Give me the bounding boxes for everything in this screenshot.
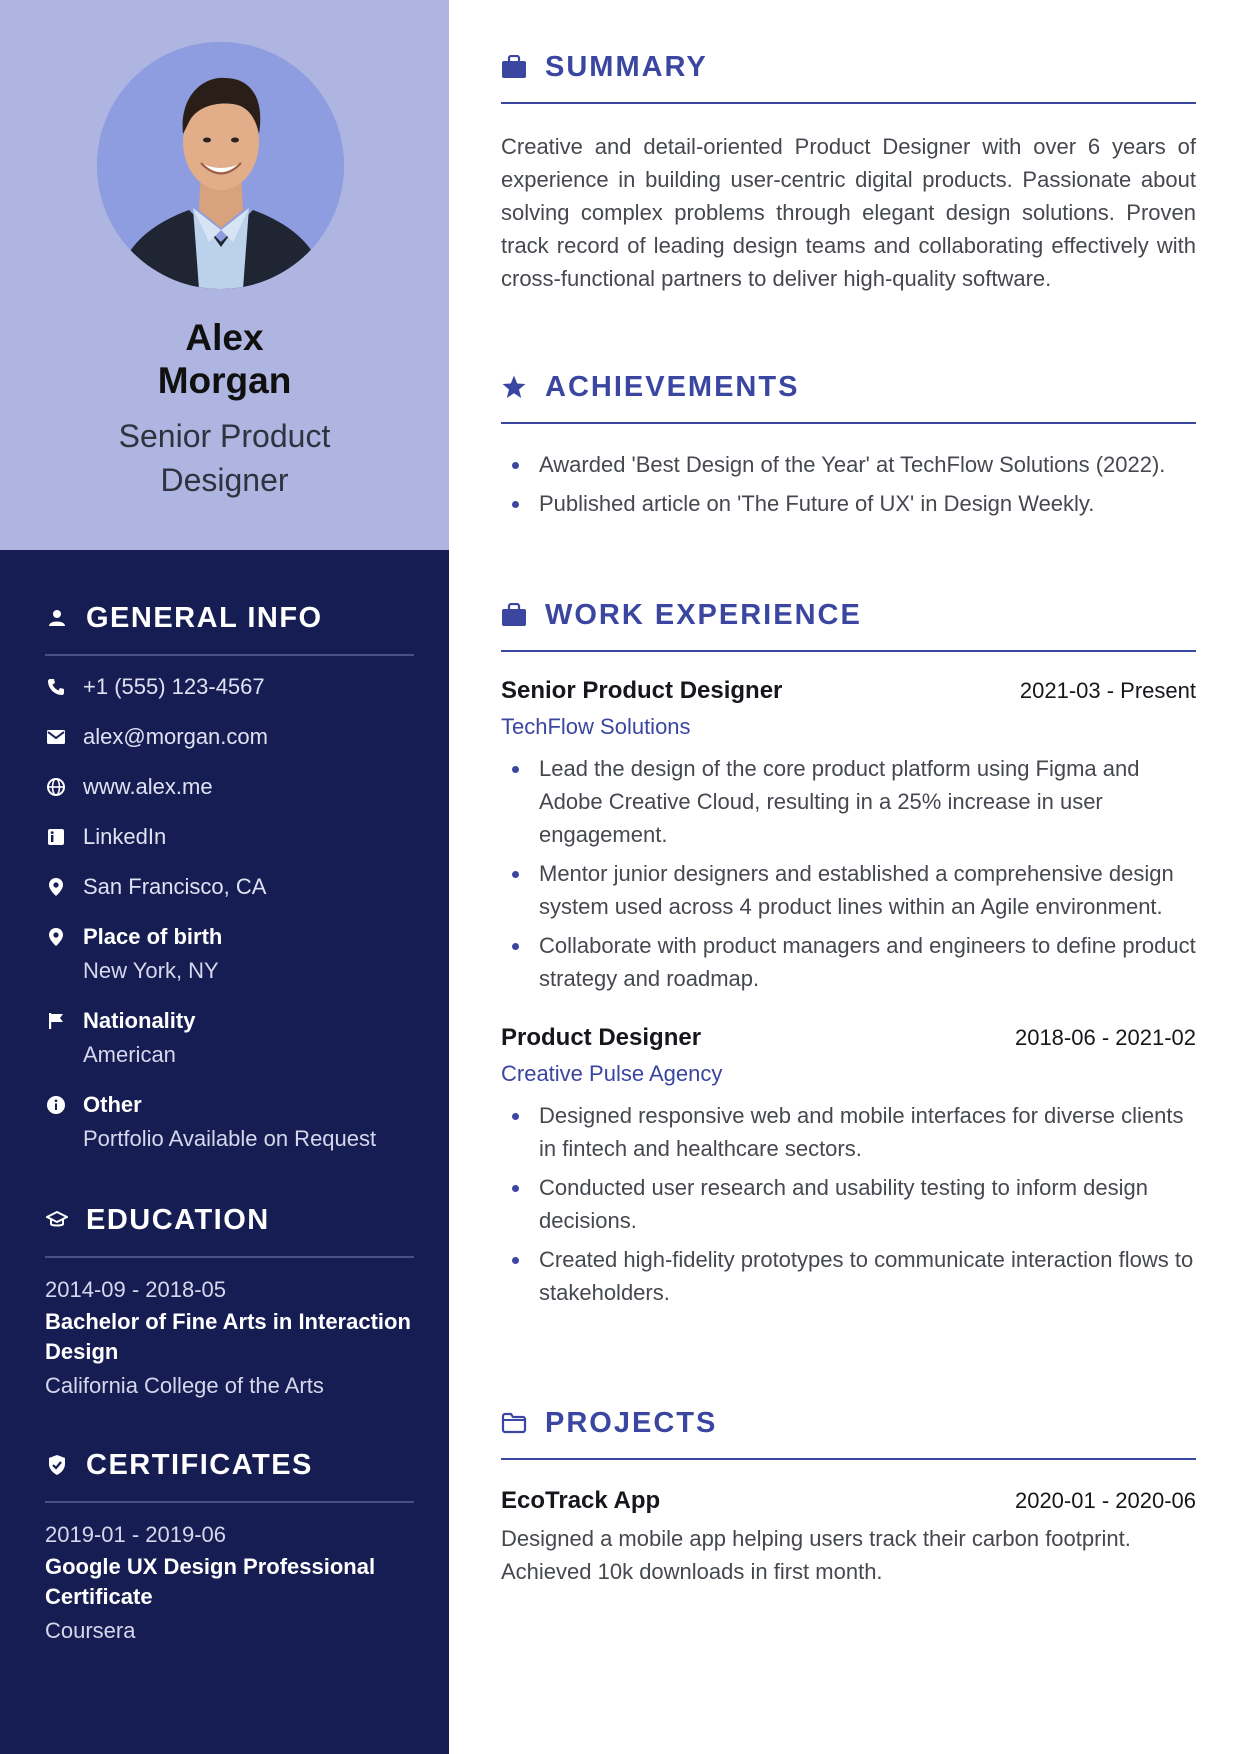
first-name: Alex xyxy=(185,317,264,358)
achievements-heading: ACHIEVEMENTS xyxy=(545,370,800,403)
last-name: Morgan xyxy=(157,360,292,401)
company-name: Creative Pulse Agency xyxy=(501,1061,723,1086)
projects-heading: PROJECTS xyxy=(545,1406,718,1439)
education-dates: 2014-09 - 2018-05 xyxy=(45,1277,227,1302)
certificate-entry xyxy=(45,1520,420,1646)
experience-section xyxy=(501,595,1196,1315)
contact-email xyxy=(45,722,414,752)
bullet-text: Mentor junior designers and established a comprehensive design system used across 4 product lines within an Agile environment. xyxy=(539,861,1174,919)
summary-section xyxy=(501,47,1196,295)
job-role: Senior Product Designer xyxy=(118,418,331,498)
list-item xyxy=(501,1243,1196,1309)
certificate-dates: 2019-01 - 2019-06 xyxy=(45,1522,227,1547)
certificate-issuer: Coursera xyxy=(45,1618,136,1643)
project-description: Designed a mobile app helping users track their carbon footprint. Achieved 10k downloads in first month. xyxy=(501,1526,1131,1584)
achievements-list xyxy=(501,448,1196,520)
divider xyxy=(45,1501,414,1503)
phone-number[interactable]: +1 (555) 123-4567 xyxy=(83,674,265,699)
list-item xyxy=(501,752,1196,851)
contact-phone xyxy=(45,672,414,702)
shield-check-icon xyxy=(45,1453,69,1477)
degree-title: Bachelor of Fine Arts in Interaction Design xyxy=(45,1309,411,1364)
bullet-text: Lead the design of the core product platform using Figma and Adobe Creative Cloud, resulting in a 25% increase in user engagement. xyxy=(539,756,1140,847)
certificates-heading: CERTIFICATES xyxy=(86,1448,313,1481)
education-entry xyxy=(45,1275,420,1401)
achievement-text: Awarded 'Best Design of the Year' at TechFlow Solutions (2022). xyxy=(539,452,1166,477)
job-title: Senior Product Designer xyxy=(501,677,783,704)
phone-icon xyxy=(45,672,67,702)
briefcase-icon xyxy=(501,54,527,80)
achievement-text: Published article on 'The Future of UX' in Design Weekly. xyxy=(539,491,1095,516)
general-info-heading: GENERAL INFO xyxy=(86,601,323,634)
nationality-value: American xyxy=(83,1042,176,1067)
job-bullets xyxy=(501,752,1196,995)
school-name: California College of the Arts xyxy=(45,1373,324,1398)
bullet-text: Created high-fidelity prototypes to communicate interaction flows to stakeholders. xyxy=(539,1247,1194,1305)
contact-location xyxy=(45,872,414,902)
divider xyxy=(501,1458,1196,1460)
email-address[interactable]: alex@morgan.com xyxy=(83,724,268,749)
divider xyxy=(45,1256,414,1258)
bullet-text: Conducted user research and usability testing to inform design decisions. xyxy=(539,1175,1149,1233)
certificates-section xyxy=(45,1445,414,1503)
location-text: San Francisco, CA xyxy=(83,874,267,899)
main-content xyxy=(501,0,1196,1754)
divider xyxy=(501,422,1196,424)
other-value: Portfolio Available on Request xyxy=(83,1126,377,1151)
person-icon xyxy=(45,606,69,630)
bullet-text: Designed responsive web and mobile interfaces for diverse clients in fintech and healthcare sectors. xyxy=(539,1103,1184,1161)
company-name: TechFlow Solutions xyxy=(501,714,691,739)
summary-heading: SUMMARY xyxy=(545,50,708,83)
linkedin-icon xyxy=(45,822,67,852)
job-entry xyxy=(501,1021,1196,1309)
globe-icon xyxy=(45,772,67,802)
job-dates: 2018-06 - 2021-02 xyxy=(1014,1025,1196,1050)
list-item xyxy=(501,857,1196,923)
contact-linkedin xyxy=(45,822,414,852)
divider xyxy=(45,654,414,656)
flag-icon xyxy=(45,1006,67,1036)
graduation-cap-icon xyxy=(45,1208,69,1232)
divider xyxy=(501,102,1196,104)
general-info-section xyxy=(45,598,414,656)
folder-icon xyxy=(501,1410,527,1436)
briefcase-icon xyxy=(501,602,527,628)
linkedin-link[interactable]: LinkedIn xyxy=(83,824,167,849)
job-bullets xyxy=(501,1099,1196,1309)
list-item xyxy=(501,1171,1196,1237)
project-dates: 2020-01 - 2020-06 xyxy=(1014,1488,1196,1513)
summary-text: Creative and detail-oriented Product Designer with over 6 years of experience in building user-centric digital products. Passionate about solving complex problems through elegant design solutions. Proven track record of leading design teams and collaborating effectively with cross-functional partners to deliver high-quality software. xyxy=(501,134,1196,291)
contact-website xyxy=(45,772,414,802)
sidebar xyxy=(0,0,449,1754)
nationality xyxy=(45,1006,414,1070)
list-item xyxy=(501,487,1196,520)
info-icon xyxy=(45,1090,67,1120)
certificate-title: Google UX Design Professional Certificate xyxy=(45,1554,376,1609)
other-info xyxy=(45,1090,414,1154)
website-link[interactable]: www.alex.me xyxy=(83,774,213,799)
job-title: Product Designer xyxy=(501,1024,702,1051)
other-label: Other xyxy=(83,1092,142,1117)
location-pin-icon xyxy=(45,922,67,952)
list-item xyxy=(501,1099,1196,1165)
birth-place xyxy=(45,922,414,986)
projects-section xyxy=(501,1403,1196,1588)
job-entry xyxy=(501,674,1196,995)
avatar xyxy=(97,42,344,289)
star-icon xyxy=(501,374,527,400)
experience-heading: WORK EXPERIENCE xyxy=(545,598,862,631)
education-section xyxy=(45,1200,414,1258)
birth-value: New York, NY xyxy=(83,958,219,983)
profile-header xyxy=(0,0,449,550)
job-dates: 2021-03 - Present xyxy=(1019,678,1196,703)
divider xyxy=(501,650,1196,652)
full-name xyxy=(0,316,449,402)
achievements-section xyxy=(501,367,1196,526)
project-title: EcoTrack App xyxy=(501,1487,661,1514)
nationality-label: Nationality xyxy=(83,1008,196,1033)
education-heading: EDUCATION xyxy=(86,1203,270,1236)
list-item xyxy=(501,929,1196,995)
location-pin-icon xyxy=(45,872,67,902)
mail-icon xyxy=(45,722,67,752)
project-entry xyxy=(501,1484,1196,1588)
birth-label: Place of birth xyxy=(83,924,223,949)
bullet-text: Collaborate with product managers and engineers to define product strategy and roadmap. xyxy=(539,933,1196,991)
list-item xyxy=(501,448,1196,481)
